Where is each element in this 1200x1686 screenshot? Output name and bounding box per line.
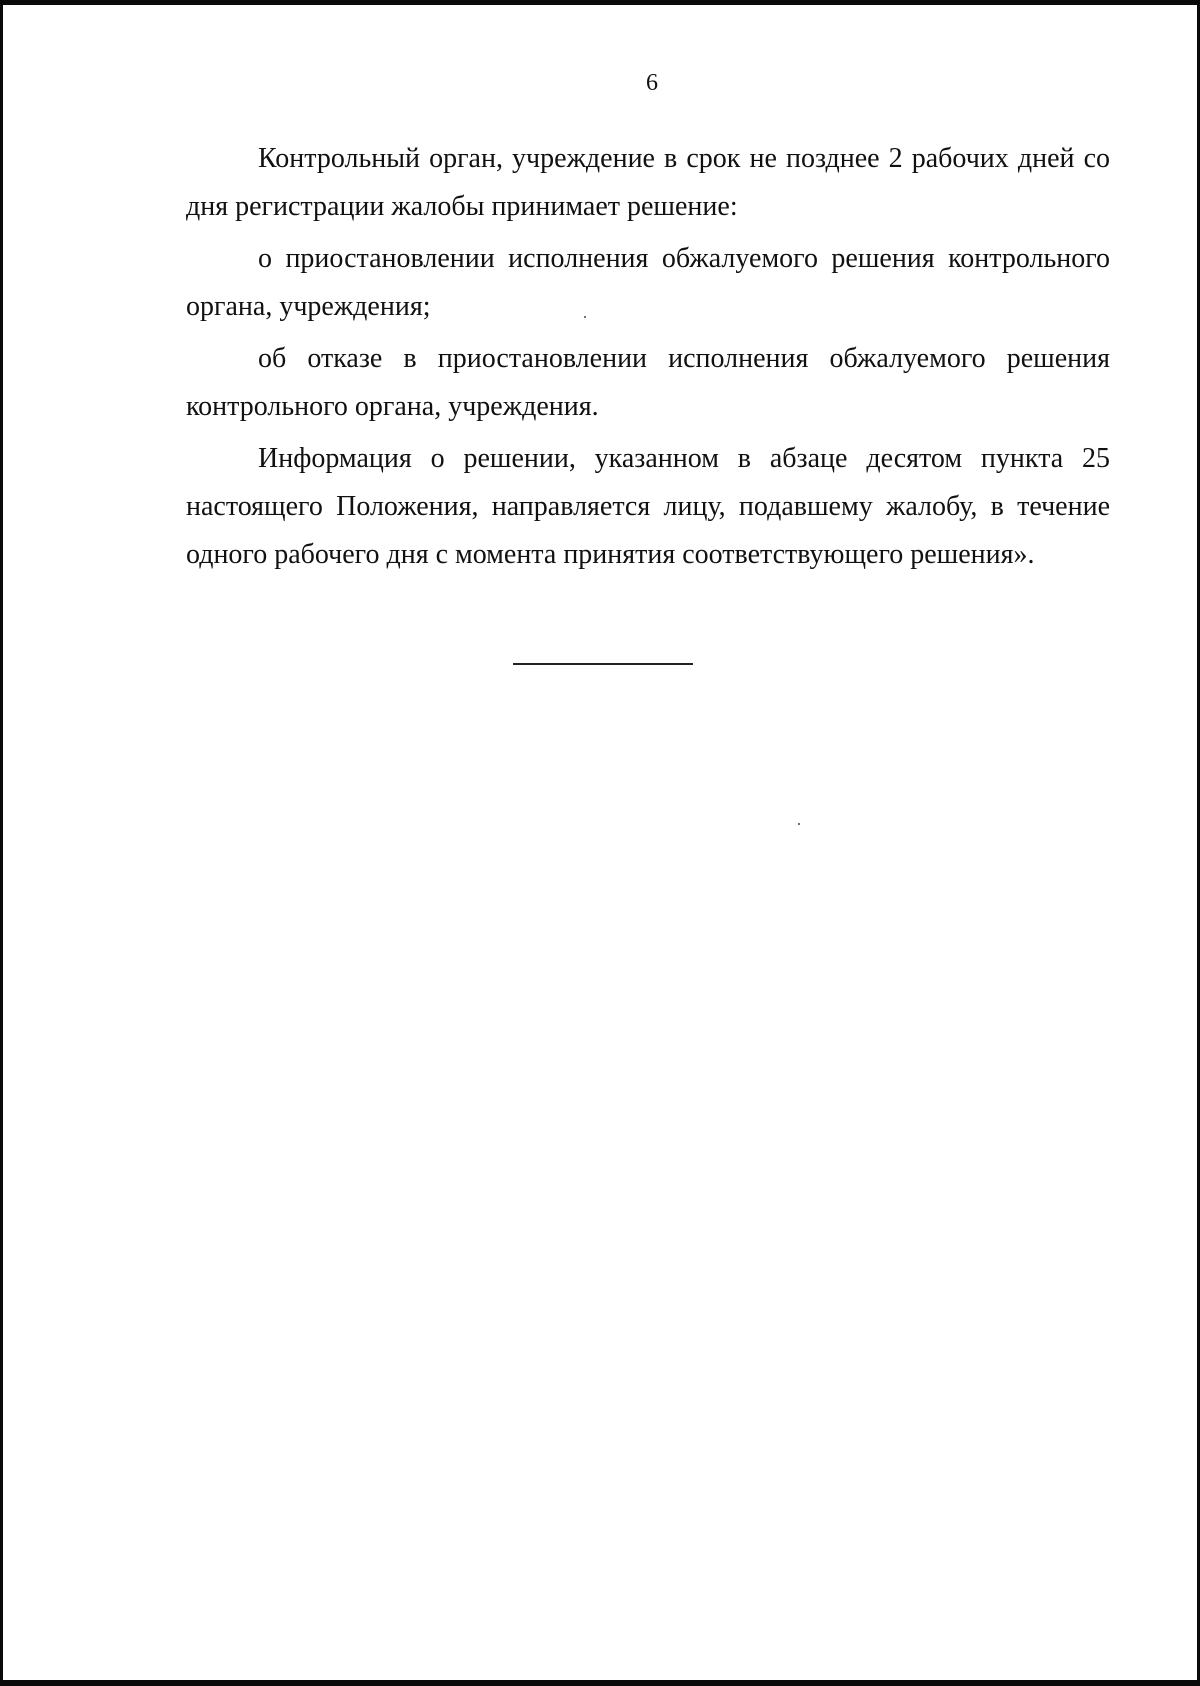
paragraph-refusal: об отказе в приостановлении исполнения обжалуемого решения контрольного органа, учреждения. [186,343,1110,422]
scan-speck [798,823,800,825]
document-body [186,135,1110,583]
page-number: 6 [646,70,658,96]
paragraph-decision-deadline: Контрольный орган, учреждение в срок не позднее 2 рабочих дней со дня регистрации жалобы принимает решение: [186,143,1110,222]
closing-divider [513,663,693,665]
scan-speck [584,316,586,318]
paragraph-notification: Информация о решении, указанном в абзаце десятом пункта 25 настоящего Положения, направляется лицу, подавшему жалобу, в течение одного рабочего дня с момента принятия соответствующего решения». [186,443,1110,570]
paragraph-suspension: о приостановлении исполнения обжалуемого решения контрольного органа, учреждения; [186,243,1110,322]
